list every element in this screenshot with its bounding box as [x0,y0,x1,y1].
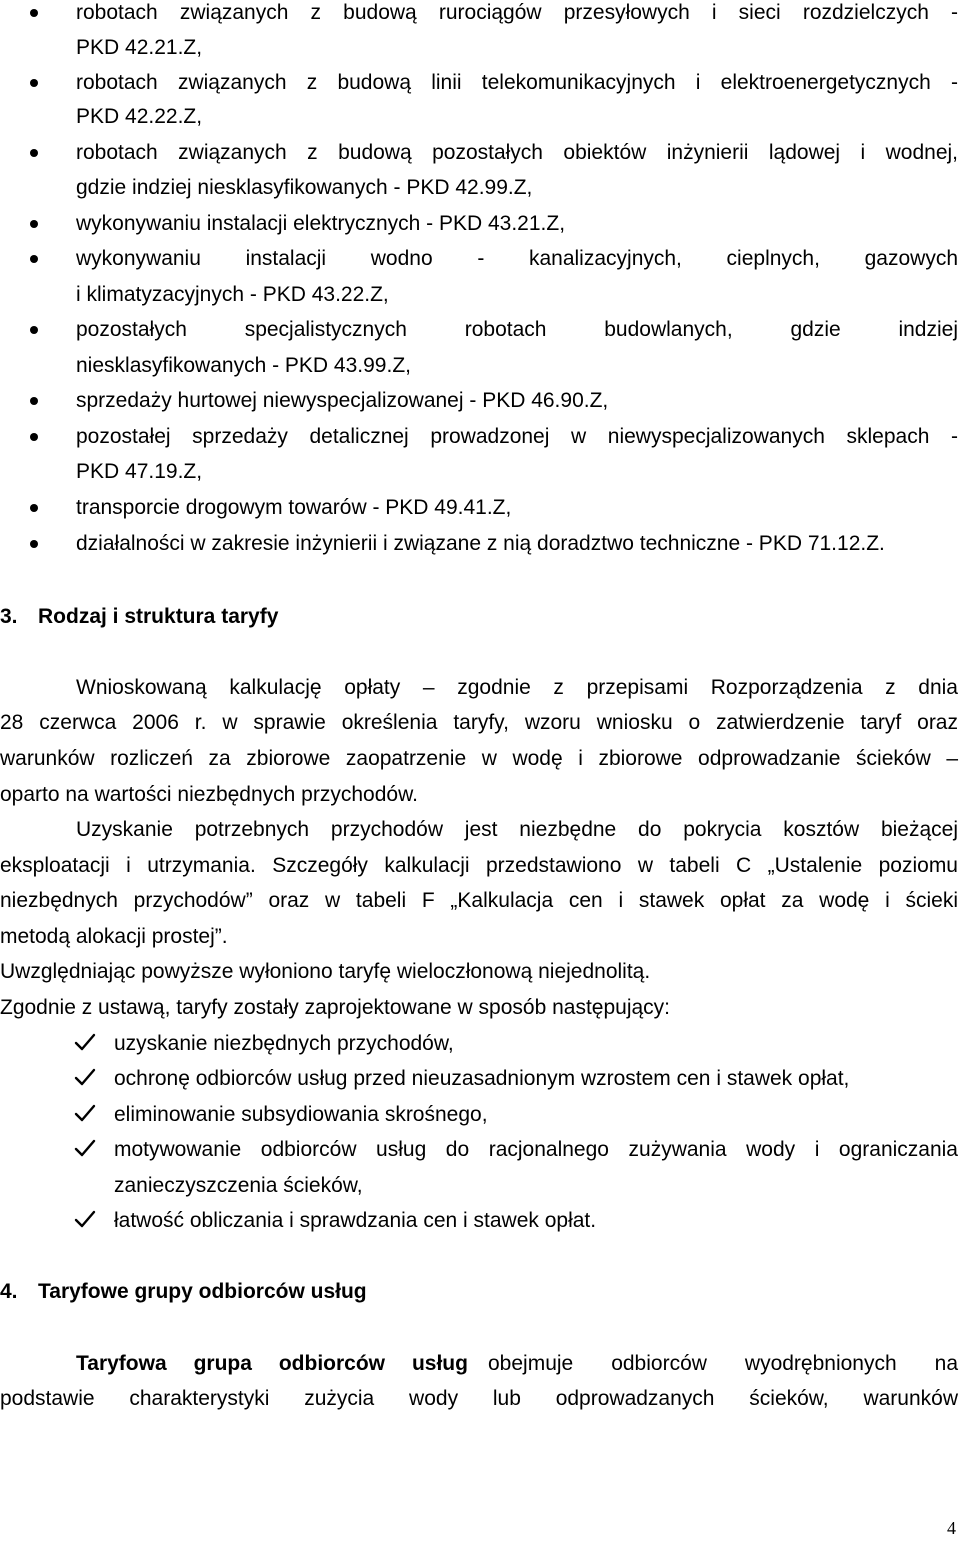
paragraph-line: Uwzględniając powyższe wyłoniono taryfę wieloczłonową niejednolitą. [0,960,651,983]
bold-word: odbiorców [278,1352,386,1375]
list-item-line: robotach związanych z budową pozostałych obiektów inżynierii lądowej i wodnej, [76,141,958,164]
checkmark-icon [74,1209,96,1229]
list-item-line: PKD 42.22.Z, [76,105,203,128]
bullet-dot-icon [30,149,38,157]
list-item-line: sprzedaży hurtowej niewyspecjalizowanej - PKD 46.90.Z, [76,389,609,412]
bullet-dot-icon [30,397,38,405]
list-item-line: i klimatyzacyjnych - PKD 43.22.Z, [76,283,389,306]
section-4-title: Taryfowe grupy odbiorców usług [38,1280,367,1303]
section-4-number: 4. [0,1280,18,1303]
checklist-item: motywowanie odbiorców usług do racjonalnego zużywania wody i ograniczania [114,1138,958,1161]
page-number: 4 [947,1518,956,1538]
list-item-line: PKD 42.21.Z, [76,36,203,59]
paragraph-line: Uzyskanie potrzebnych przychodów jest niezbędne do pokrycia kosztów bieżącej [76,818,958,841]
paragraph-line: warunków rozliczeń za zbiorowe zaopatrzenie w wodę i zbiorowe odprowadzanie ścieków – [0,747,958,770]
list-item-line: PKD 47.19.Z, [76,460,203,483]
list-item-line: pozostałych specjalistycznych robotach budowlanych, gdzie indziej [76,318,958,341]
list-item-line: wykonywaniu instalacji wodno - kanalizacyjnych, cieplnych, gazowych [76,247,958,270]
checklist-item: łatwość obliczania i sprawdzania cen i stawek opłat. [114,1209,597,1232]
paragraph-bold-lead [76,1352,468,1376]
bullet-dot-icon [30,255,38,263]
paragraph-line: Zgodnie z ustawą, taryfy zostały zaprojektowane w sposób następujący: [0,996,671,1019]
paragraph-line: oparto na wartości niezbędnych przychodów. [0,783,418,806]
bold-word: grupa [193,1352,252,1375]
paragraph-line: 28 czerwca 2006 r. w sprawie określenia taryfy, wzoru wniosku o zatwierdzenie taryf oraz [0,711,958,734]
section-3-title: Rodzaj i struktura taryfy [38,605,279,628]
paragraph-line: niezbędnych przychodów” oraz w tabeli F „Kalkulacja cen i stawek opłat za wodę i ścieki [0,889,958,912]
bullet-dot-icon [30,220,38,228]
checklist-item: eliminowanie subsydiowania skrośnego, [114,1103,488,1126]
bullet-dot-icon [30,433,38,441]
bullet-dot-icon [30,79,38,87]
paragraph-line: eksploatacji i utrzymania. Szczegóły kalkulacji przedstawiono w tabeli C „Ustalenie poziomu [0,854,958,877]
list-item-line: transporcie drogowym towarów - PKD 49.41.Z, [76,496,512,519]
checkmark-icon [74,1103,96,1123]
bold-word: usług [411,1352,468,1375]
paragraph-line: Wnioskowaną kalkulację opłaty – zgodnie z przepisami Rozporządzenia z dnia [76,676,958,699]
bullet-dot-icon [30,326,38,334]
list-item-line: robotach związanych z budową linii telekomunikacyjnych i elektroenergetycznych - [76,71,958,94]
list-item-line: pozostałej sprzedaży detalicznej prowadzonej w niewyspecjalizowanych sklepach - [76,425,958,448]
list-item-line: gdzie indziej niesklasyfikowanych - PKD 42.99.Z, [76,176,533,199]
list-item-line: robotach związanych z budową rurociągów przesyłowych i sieci rozdzielczych - [76,1,958,24]
paragraph-rest: obejmuje odbiorców wyodrębnionych na [488,1352,958,1375]
list-item-line: niesklasyfikowanych - PKD 43.99.Z, [76,354,411,377]
paragraph-line [76,1352,958,1376]
checklist-item: uzyskanie niezbędnych przychodów, [114,1032,454,1055]
checklist-item: ochronę odbiorców usług przed nieuzasadnionym wzrostem cen i stawek opłat, [114,1067,850,1090]
bold-word: Taryfowa [76,1352,167,1375]
section-3-number: 3. [0,605,18,628]
bullet-dot-icon [30,540,38,548]
bullet-dot-icon [30,9,38,17]
checklist-item: zanieczyszczenia ścieków, [114,1174,363,1197]
paragraph-line: metodą alokacji prostej”. [0,925,228,948]
checkmark-icon [74,1067,96,1087]
checkmark-icon [74,1138,96,1158]
paragraph-line: podstawie charakterystyki zużycia wody lub odprowadzanych ścieków, warunków [0,1387,958,1410]
list-item-line: wykonywaniu instalacji elektrycznych - PKD 43.21.Z, [76,212,566,235]
list-item-line: działalności w zakresie inżynierii i związane z nią doradztwo techniczne - PKD 71.12.Z. [76,532,885,555]
bullet-dot-icon [30,504,38,512]
checkmark-icon [74,1032,96,1052]
